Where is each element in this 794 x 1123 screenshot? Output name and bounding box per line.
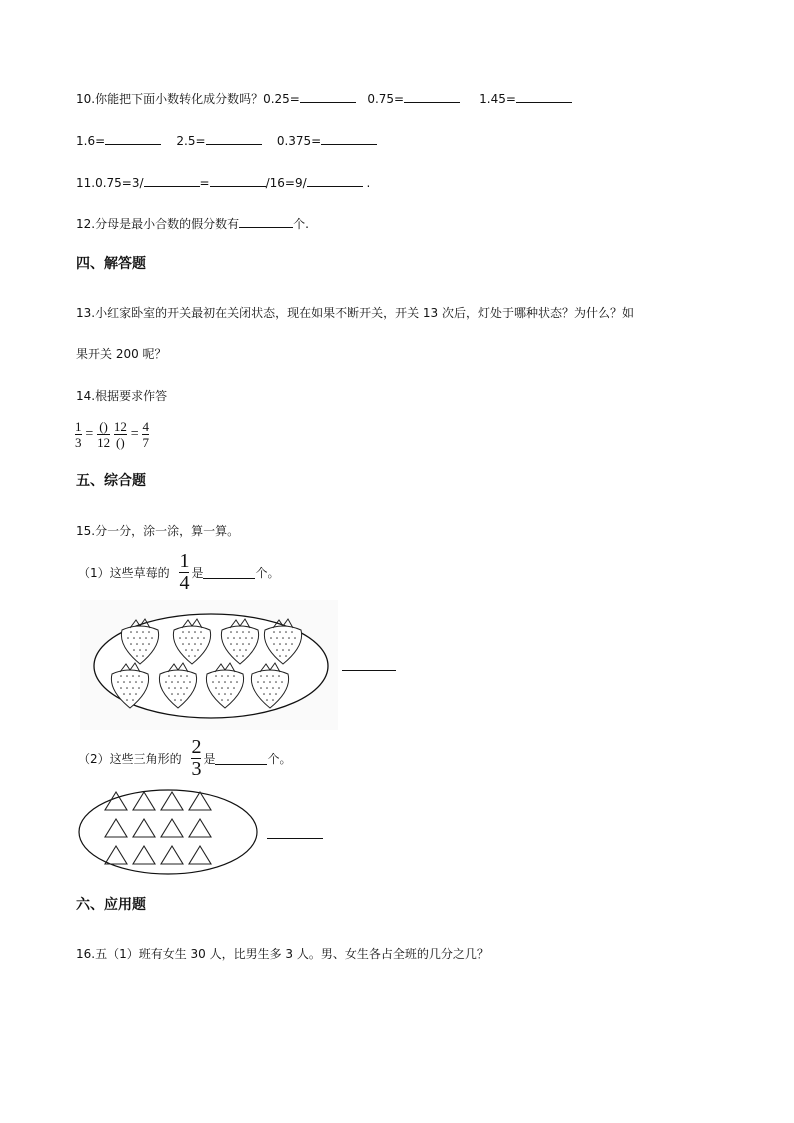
q10-line1	[76, 90, 572, 107]
q13-line1: 13.小红家卧室的开关最初在关闭状态，现在如果不断开关，开关 13 次后，灯处于哪种状态？为什么？如	[76, 306, 634, 320]
q15-part2	[78, 738, 292, 779]
section-heading-5: 五、综合题	[76, 473, 146, 489]
q12-end: 个.	[293, 217, 309, 231]
section-heading-6: 六、应用题	[76, 897, 146, 913]
strawberry-picture	[80, 600, 340, 732]
answer-blank[interactable]	[239, 215, 293, 228]
q10-item-25: 2.5=	[176, 134, 206, 148]
answer-blank[interactable]	[300, 90, 356, 103]
answer-blank[interactable]	[144, 174, 200, 187]
answer-blank[interactable]	[404, 90, 460, 103]
answer-blank[interactable]	[105, 132, 161, 145]
q11-start: 11.0.75=3/	[76, 176, 144, 190]
q15-p2-prefix: （2）这些三角形的	[78, 752, 182, 766]
section-heading-4: 四、解答题	[76, 256, 146, 272]
q15-p1-mid: 是	[191, 566, 204, 580]
fraction-1-4: $\frac{1}{4}$	[179, 550, 190, 594]
equals-sign: =	[85, 426, 94, 442]
answer-blank[interactable]	[210, 174, 266, 187]
q16-text: 16.五（1）班有女生 30 人，比男生多 3 人。男、女生各占全班的几分之几？	[76, 947, 489, 961]
answer-blank[interactable]	[307, 174, 363, 187]
q15-p1-prefix: （1）这些草莓的	[78, 566, 170, 580]
fraction-blank-12[interactable]: $\frac{()}{12}$	[97, 419, 111, 450]
answer-blank[interactable]	[267, 826, 323, 839]
answer-blank[interactable]	[321, 132, 377, 145]
triangle-oval	[79, 790, 257, 874]
q14-title: 14.根据要求作答	[76, 389, 168, 403]
answer-blank[interactable]	[215, 752, 267, 765]
equals-sign: =	[130, 426, 139, 442]
q13-line2: 果开关 200 呢？	[76, 347, 167, 361]
q14-fraction-row	[75, 420, 149, 449]
fraction-12-blank[interactable]: $\frac{12}{()}$	[113, 419, 127, 450]
answer-blank[interactable]	[516, 90, 572, 103]
q11-line	[76, 174, 370, 191]
answer-blank[interactable]	[203, 566, 255, 579]
triangle-picture	[78, 786, 263, 876]
q10-item-075: 0.75=	[367, 92, 405, 106]
q11-end: .	[366, 176, 371, 190]
q10-line2	[76, 132, 377, 149]
q11-eq: =	[199, 176, 210, 190]
fraction-2-3: $\frac{2}{3}$	[191, 736, 202, 780]
q10-intro: 10.你能把下面小数转化成分数吗？0.25=	[76, 92, 300, 106]
fraction-1-3: $\frac{1}{3}$	[75, 419, 82, 450]
q15-title: 15.分一分，涂一涂，算一算。	[76, 524, 240, 538]
q10-item-0375: 0.375=	[276, 134, 322, 148]
q10-item-145: 1.45=	[479, 92, 516, 106]
answer-blank[interactable]	[342, 658, 396, 671]
fraction-4-7: $\frac{4}{7}$	[142, 419, 149, 450]
q12-start: 12.分母是最小合数的假分数有	[76, 217, 240, 231]
q12-line	[76, 215, 309, 232]
q15-p2-end: 个。	[267, 752, 292, 766]
q15-p1-end: 个。	[255, 566, 280, 580]
q15-part1	[78, 552, 280, 593]
q11-over16: /16=9/	[265, 176, 307, 190]
answer-blank[interactable]	[206, 132, 262, 145]
q15-p2-mid: 是	[203, 752, 216, 766]
q10-item-16: 1.6=	[76, 134, 106, 148]
